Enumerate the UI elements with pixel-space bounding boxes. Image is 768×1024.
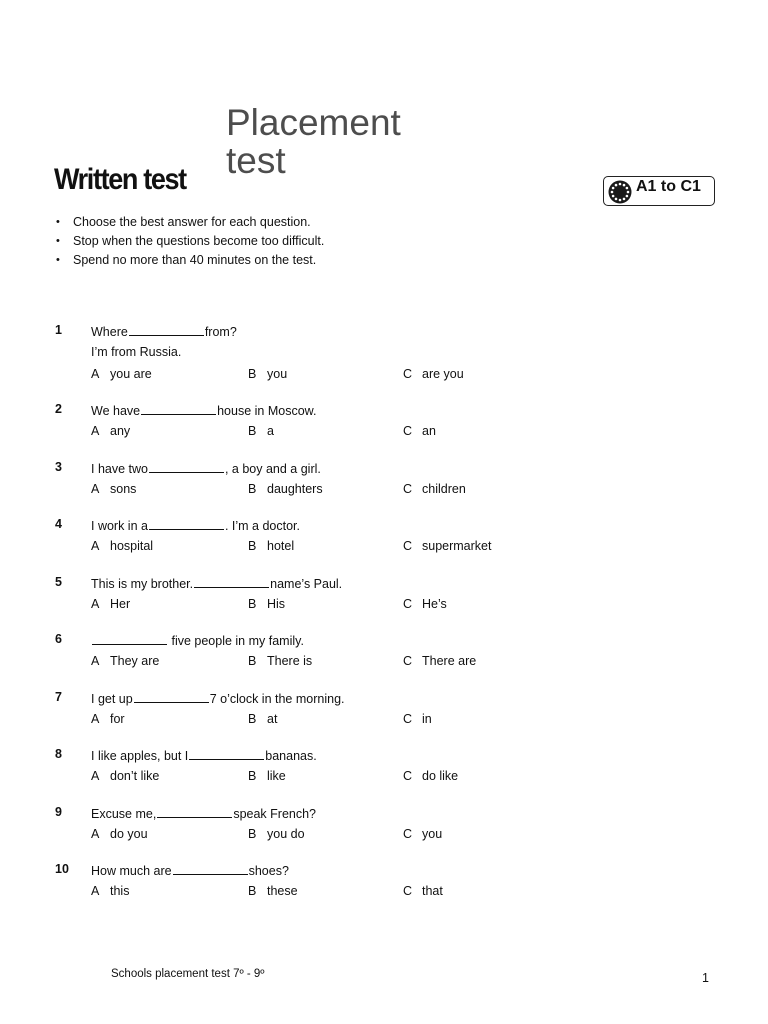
answer-blank [194,575,269,588]
option-text: supermarket [422,539,492,553]
answer-blank [92,632,167,645]
page-title-line2: test [226,140,286,181]
answer-option-b[interactable] [248,827,305,841]
question-stem [91,805,316,821]
question-text-after: house in Moscow. [217,404,317,418]
question-text-after: 7 o’clock in the morning. [209,692,345,706]
question-text-after: . I’m a doctor. [224,519,300,533]
question-text-after: , a boy and a girl. [224,462,321,476]
option-letter: B [248,482,257,496]
question-text-after: name’s Paul. [270,577,343,591]
option-letter: A [91,884,100,898]
option-letter: C [403,539,413,553]
answer-blank [141,402,216,415]
option-text: daughters [267,482,323,496]
option-text: do you [110,827,148,841]
answer-option-a[interactable] [91,654,159,668]
option-letter: B [248,769,257,783]
answer-blank [129,323,204,336]
answer-option-c[interactable] [403,884,443,898]
question-text-before: This is my brother. [91,577,194,591]
option-letter: A [91,654,100,668]
question-text-before: Where [91,325,128,339]
option-letter: B [248,827,257,841]
answer-option-b[interactable] [248,769,286,783]
option-text: children [422,482,466,496]
option-letter: A [91,597,100,611]
option-text: any [110,424,131,438]
option-text: an [422,424,436,438]
answer-option-a[interactable] [91,712,125,726]
question-number: 6 [55,632,62,646]
option-text: His [267,597,286,611]
question-stem [91,747,317,763]
option-text: Her [110,597,131,611]
question-number: 10 [55,862,69,876]
page-number: 1 [702,971,709,985]
option-text: you do [267,827,305,841]
answer-option-c[interactable] [403,482,466,496]
question-number: 1 [55,323,62,337]
option-text: you [267,367,288,381]
answer-blank [149,460,224,473]
option-text: like [267,769,286,783]
answer-option-c[interactable] [403,654,476,668]
answer-option-c[interactable] [403,712,432,726]
option-text: don’t like [110,769,160,783]
question-text-after: speak French? [233,807,316,821]
option-letter: B [248,597,257,611]
instructions-list [56,213,324,270]
answer-blank [134,690,209,703]
option-text: these [267,884,298,898]
option-letter: C [403,769,413,783]
answer-option-c[interactable] [403,597,447,611]
option-letter: A [91,539,100,553]
question-text-after: shoes? [248,864,289,878]
question-text-before: I like apples, but I [91,749,189,763]
option-letter: C [403,827,413,841]
option-text: hotel [267,539,295,553]
answer-option-c[interactable] [403,827,442,841]
level-badge [603,176,715,206]
answer-option-b[interactable] [248,539,294,553]
option-letter: A [91,482,100,496]
option-text: There is [267,654,313,668]
question-number: 9 [55,805,62,819]
option-letter: C [403,654,413,668]
question-number: 2 [55,402,62,416]
page-title [226,104,401,180]
option-text: hospital [110,539,154,553]
answer-blank [157,805,232,818]
question-text-before: How much are [91,864,172,878]
question-stem [91,402,316,418]
answer-option-c[interactable] [403,367,464,381]
answer-option-a[interactable] [91,827,148,841]
question-text-after: bananas. [265,749,317,763]
option-letter: A [91,827,100,841]
question-response-line: I’m from Russia. [91,345,182,359]
answer-option-c[interactable] [403,539,491,553]
option-text: in [422,712,432,726]
question-stem [91,323,237,339]
question-text-after: from? [204,325,237,339]
option-letter: B [248,367,257,381]
option-letter: B [248,712,257,726]
option-letter: C [403,367,413,381]
question-stem [91,690,345,706]
question-number: 8 [55,747,62,761]
option-text: He’s [422,597,447,611]
answer-blank [173,862,248,875]
option-letter: C [403,597,413,611]
question-stem [91,460,321,476]
question-text-before: I work in a [91,519,148,533]
answer-option-b[interactable] [248,597,285,611]
option-text: you [422,827,443,841]
answer-option-b[interactable] [248,712,277,726]
answer-option-c[interactable] [403,424,436,438]
option-letter: B [248,884,257,898]
answer-blank [149,517,224,530]
option-letter: C [403,712,413,726]
question-text-after: five people in my family. [168,634,304,648]
answer-option-a[interactable] [91,884,129,898]
question-stem [91,575,342,591]
answer-option-a[interactable] [91,367,152,381]
option-text: that [422,884,443,898]
option-letter: C [403,884,413,898]
question-number: 7 [55,690,62,704]
option-text: sons [110,482,137,496]
answer-option-b[interactable] [248,884,298,898]
option-text: do like [422,769,459,783]
option-letter: C [403,424,413,438]
option-text: They are [110,654,160,668]
option-letter: B [248,654,257,668]
option-letter: A [91,367,100,381]
question-stem [91,517,300,533]
option-letter: A [91,424,100,438]
question-text-before: I have two [91,462,148,476]
question-text-before: Excuse me, [91,807,157,821]
instruction-item: • Choose the best answer for each question. [56,213,324,232]
option-text: this [110,884,130,898]
answer-option-b[interactable] [248,482,323,496]
answer-option-a[interactable] [91,482,136,496]
answer-option-a[interactable] [91,769,159,783]
option-letter: A [91,769,100,783]
option-text: There are [422,654,477,668]
cefr-stars-icon [608,180,632,204]
level-text: A1 to C1 [636,178,701,195]
question-stem [91,862,289,878]
option-letter: C [403,482,413,496]
answer-option-c[interactable] [403,769,458,783]
question-text-before: I get up [91,692,133,706]
question-number: 4 [55,517,62,531]
option-letter: B [248,424,257,438]
option-text: a [267,424,274,438]
question-text-before: We have [91,404,141,418]
option-letter: B [248,539,257,553]
option-text: at [267,712,278,726]
answer-option-a[interactable] [91,424,130,438]
section-title: Written test [54,163,186,196]
answer-option-b[interactable] [248,424,274,438]
footer-text: Schools placement test 7º - 9º [111,968,265,980]
answer-option-a[interactable] [91,597,130,611]
instruction-item: • Stop when the questions become too difficult. [56,232,324,251]
option-text: you are [110,367,152,381]
option-text: for [110,712,125,726]
answer-blank [189,747,264,760]
question-stem [91,632,304,648]
answer-option-b[interactable] [248,654,312,668]
answer-option-a[interactable] [91,539,153,553]
option-letter: A [91,712,100,726]
option-text: are you [422,367,464,381]
question-number: 3 [55,460,62,474]
question-number: 5 [55,575,62,589]
answer-option-b[interactable] [248,367,287,381]
page-title-line1: Placement [226,102,401,143]
instruction-item: • Spend no more than 40 minutes on the test. [56,251,324,270]
